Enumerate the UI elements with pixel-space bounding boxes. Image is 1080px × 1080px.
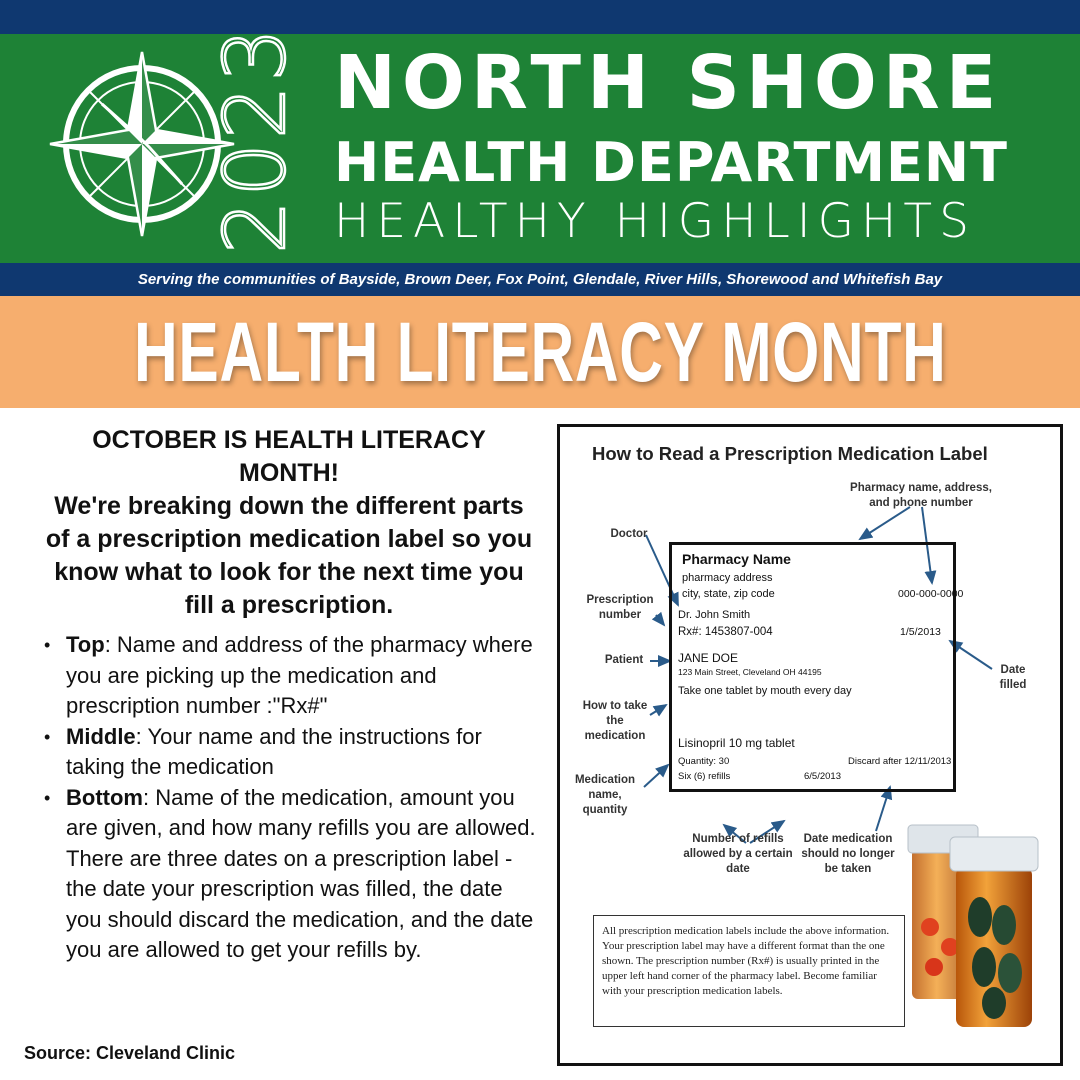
annotation-how-to-take: How to take the medication [582,700,648,742]
annotation-patient: Patient [604,654,644,666]
banner-title: HEALTH LITERACY MONTH [133,304,947,399]
annotation-doctor: Doctor [610,528,648,540]
annotation-no-longer: Date medication should no longer be taken [801,833,895,875]
bullet-term: Top [66,632,105,657]
pharmacy-phone: 000-000-0000 [898,588,964,600]
refill-date: 6/5/2013 [804,771,841,782]
list-item [44,630,544,722]
pill-bottles-image [900,807,1050,1037]
header: 2023 NORTH SHORE HEALTH DEPARTMENT HEALTHY HIGHLIGHTS [0,34,1080,263]
bullet-term: Bottom [66,784,143,810]
figure-title: How to Read a Prescription Medication Label [592,443,988,464]
fill-date: 1/5/2013 [900,626,941,638]
list-item [44,783,544,966]
title-banner [0,296,1080,408]
annotation-refills: Number of refills allowed by a certain date [683,833,793,875]
patient-address: 123 Main Street, Cleveland OH 44195 [678,667,822,677]
bullet-list [44,630,544,966]
annotation-prescription-number: Prescription number [586,594,654,621]
refills: Six (6) refills [678,771,731,782]
org-name-line1: NORTH SHORE [334,40,1003,126]
annotation-medication: Medication name, quantity [574,774,636,816]
discard-date: Discard after 12/11/2013 [848,756,952,767]
bullet-term: Middle [66,723,136,749]
bullet-text: : Name of the medication, amount you are given, and how many refills you are allowed. There are three dates on a prescription label - the date your prescription was filled, the date you should discard the medication, and the date you are allowed to get your refills by. [66,784,536,962]
pharmacy-address: pharmacy address [682,572,773,584]
source-credit: Source: Cleveland Clinic [24,1043,236,1063]
top-strip [0,0,1080,34]
medication-name: Lisinopril 10 mg tablet [678,736,795,750]
intro-text [40,424,538,622]
prescription-label-figure [557,424,1063,1066]
rx-number: Rx#: 1453807-004 [678,626,773,638]
serving-communities-text: Serving the communities of Bayside, Brown Deer, Fox Point, Glendale, River Hills, Shorewood and Whitefish Bay [0,263,1080,296]
annotation-date-filled: Date filled [999,664,1027,691]
intro-description: We're breaking down the different parts of a prescription medication label so you know what to look for the next time you fill a prescription. [45,492,533,619]
annotation-pharmacy: Pharmacy name, address, and phone number [850,482,992,509]
patient-name: JANE DOE [678,651,739,665]
org-name-line2: HEALTH DEPARTMENT [334,131,1008,194]
bullet-text: : Name and address of the pharmacy where you are picking up the medication and prescription number :"Rx#" [66,632,533,718]
label-note: All prescription medication labels include the above information. Your prescription label may have a different format than the one shown. The prescription number (Rx#) is usually printed in the upper left hand corner of the pharmacy label. Become familiar with your prescription medication labels. [593,915,905,1027]
list-item [44,722,544,783]
doctor-name: Dr. John Smith [678,609,751,621]
sample-label [669,542,964,792]
pharmacy-name: Pharmacy Name [682,551,791,567]
pharmacy-city: city, state, zip code [682,588,775,600]
dosage-instructions: Take one tablet by mouth every day [678,685,852,697]
bullet-text: : Your name and the instructions for taking the medication [66,723,482,779]
newsletter-name: HEALTHY HIGHLIGHTS [334,194,976,249]
intro-headline: OCTOBER IS HEALTH LITERACY MONTH! [92,426,486,487]
quantity: Quantity: 30 [678,756,730,767]
